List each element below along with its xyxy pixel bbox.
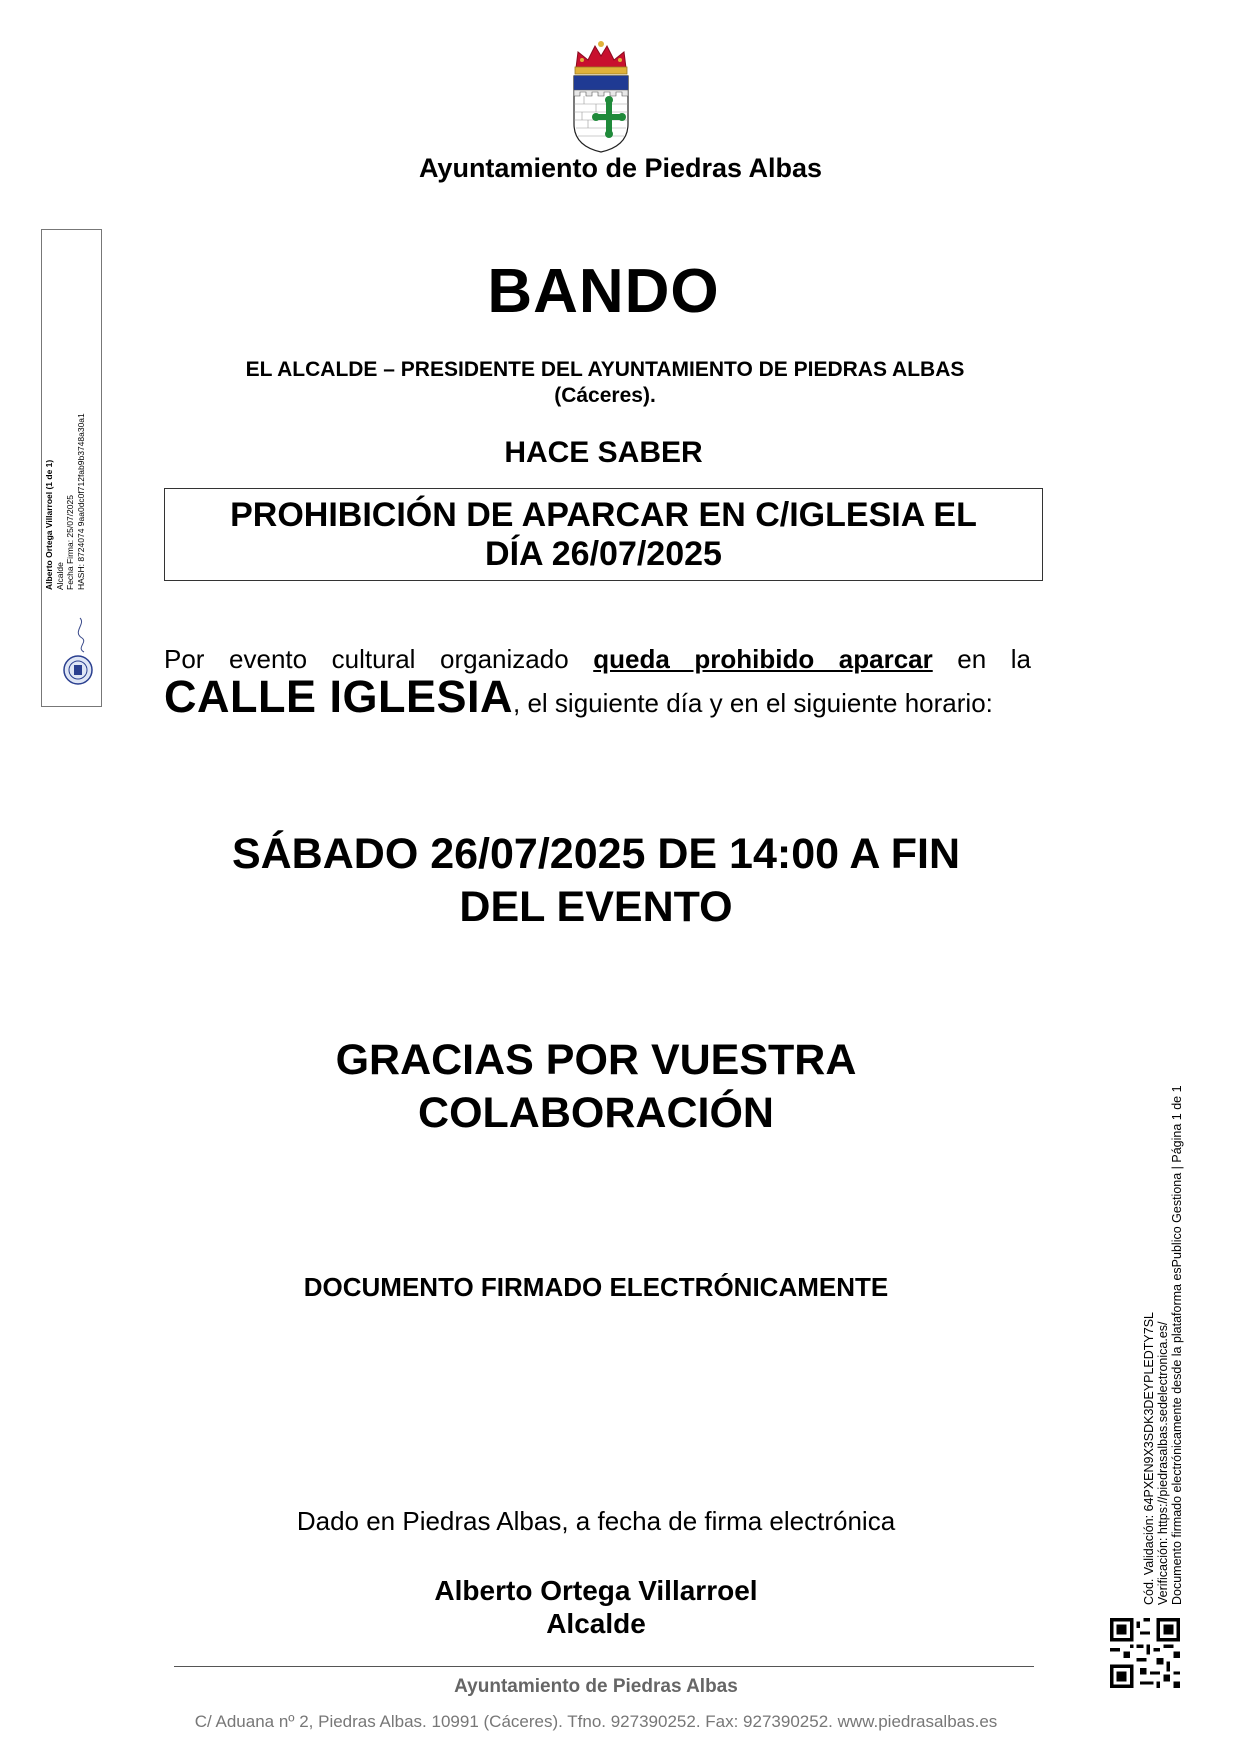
prohibition-notice-box [164,488,1043,581]
thanks-line: GRACIAS POR VUESTRA [335,1036,857,1084]
hace-saber-heading: HACE SABER [504,436,703,469]
signature-date: Fecha Firma: 25/07/2025 [65,495,75,590]
schedule-line: SÁBADO 26/07/2025 DE 14:00 A FIN [231,830,961,878]
validation-platform: Documento firmado electrónicamente desde la plataforma esPublico Gestiona | Página 1 de 1 [1170,1085,1184,1605]
signer-role: Alcalde [546,1608,646,1639]
signature-hash: HASH: 8724074 9aa0dc0f712fab9b3748a30a1 [75,413,86,590]
electronic-signature-note: DOCUMENTO FIRMADO ELECTRÓNICAMENTE [303,1272,889,1302]
issuer-line: EL ALCALDE – PRESIDENTE DEL AYUNTAMIENTO DE PIEDRAS ALBAS [245,358,965,381]
thanks-line-end: COLABORACIÓN [418,1089,774,1137]
document-title: BANDO [487,257,720,326]
signer-name: Alberto Ortega Villarroel [434,1575,758,1606]
footer-divider [174,1666,1034,1667]
schedule-block [150,828,1042,934]
validation-code: Cód. Validación: 64PXEN9X3SDK3DEYPLEDTY7SL [1142,1312,1156,1605]
issuer-block [170,357,1040,409]
thanks-block [150,1034,1042,1140]
issuer-province: (Cáceres). [554,384,656,407]
body-text-middle: en la [932,644,1032,674]
given-at-line: Dado en Piedras Albas, a fecha de firma electrónica [296,1506,896,1536]
body-paragraph [164,640,1031,722]
footer-organization: Ayuntamiento de Piedras Albas [454,1676,738,1697]
schedule-line-end: DEL EVENTO [459,883,733,931]
qr-code-icon[interactable] [1110,1618,1180,1688]
signature-role: Alcalde [54,562,65,590]
validation-text [1142,1085,1184,1605]
body-emphasis: queda prohibido aparcar [593,644,933,674]
body-text-start: Por evento cultural organizado [164,644,594,674]
official-seal-icon [58,612,98,688]
signature-signer: Alberto Ortega Villarroel (1 de 1) [44,459,54,590]
coat-of-arms-crest [568,38,634,154]
notice-line: PROHIBICIÓN DE APARCAR EN C/IGLESIA EL [230,495,977,534]
notice-date-line: DÍA 26/07/2025 [485,534,722,573]
organization-name: Ayuntamiento de Piedras Albas [418,153,823,183]
street-name: CALLE IGLESIA [164,671,514,722]
validation-verify-url: Verificación: https://piedrasalbas.sedelectronica.es/ [1156,1321,1170,1605]
footer-address: C/ Aduana nº 2, Piedras Albas. 10991 (Cáceres). Tfno. 927390252. Fax: 927390252. www.piedrasalbas.es [194,1712,998,1731]
body-text-end: , el siguiente día y en el siguiente horario: [513,688,993,718]
signer-block [150,1574,1042,1640]
